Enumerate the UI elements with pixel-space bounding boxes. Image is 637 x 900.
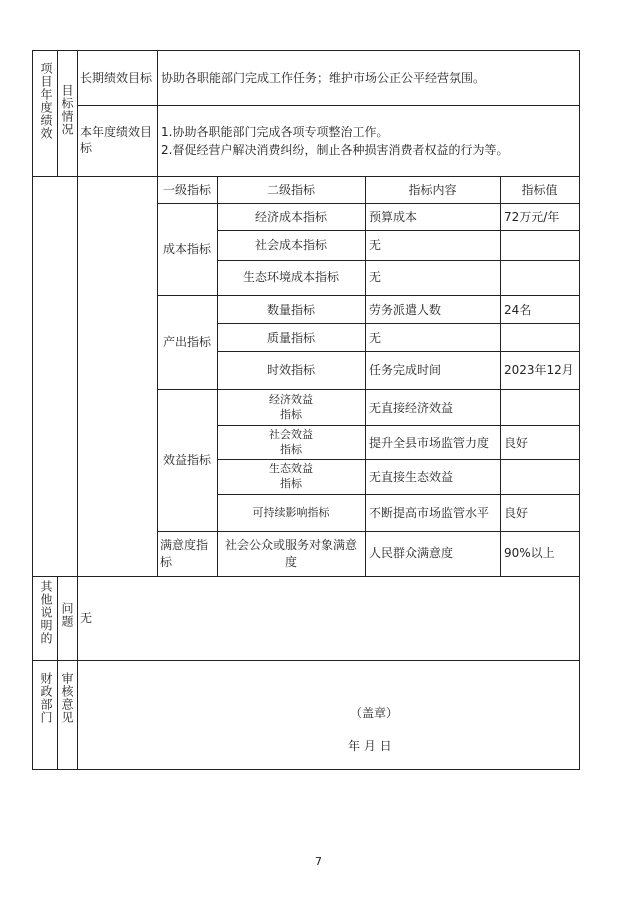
value-sustainable: 良好: [504, 506, 529, 520]
level2-eco-cost: 生态环境成本指标: [242, 270, 339, 284]
annual-item-2: 2.督促经营户解决消费纠纷，制止各种损害消费者权益的行为等。: [161, 143, 509, 157]
level2-econ-benefit-a: 经济效益: [269, 393, 313, 406]
value-satisfaction: 90%以上: [504, 546, 555, 560]
level1-benefit: 效益指标: [162, 453, 211, 467]
annual-item-1: 1.协助各职能部门完成各项专项整治工作。: [161, 125, 389, 139]
content-sustainable: 不断提高市场监管水平: [369, 506, 490, 520]
row-8: [217, 459, 580, 460]
long-term-text: 协助各职能部门完成工作任务；维护市场公正公平经营氛围。: [161, 71, 486, 85]
content-eco-cost: 无: [369, 270, 382, 284]
level2-eco-benefit-b: 指标: [280, 477, 302, 490]
row-indicator-end: [32, 576, 580, 577]
level2-quality: 质量指标: [266, 331, 315, 345]
value-quantity: 24名: [504, 303, 532, 317]
content-social-cost: 无: [369, 238, 382, 252]
header-level2: 二级指标: [266, 183, 315, 197]
value-econ-cost: 72万元/年: [504, 210, 560, 224]
level2-eco-benefit-a: 生态效益: [269, 462, 313, 475]
goal-section-sublabel: 目标情况: [60, 84, 74, 136]
value-social-benefit: 良好: [504, 436, 529, 450]
row-3: [157, 295, 580, 296]
level2-social-cost: 社会成本指标: [254, 238, 327, 252]
row-goal-end: [32, 176, 580, 177]
border-left: [32, 50, 33, 769]
divider-col1: [157, 176, 158, 576]
level1-satisfaction-b: 标: [160, 555, 173, 569]
finance-section-label: 财政部门: [39, 672, 53, 724]
long-term-label: 长期绩效目标: [80, 71, 153, 85]
finance-section-sublabel: 审核意见: [60, 672, 74, 724]
row-4: [217, 323, 580, 324]
level1-satisfaction-a: 满意度指: [160, 538, 209, 552]
divider-goal: [157, 50, 158, 176]
level2-econ-benefit-b: 指标: [280, 408, 302, 421]
level2-satisfaction-a: 社会公众或服务对象满意: [224, 538, 357, 552]
divider-label-lower: [57, 576, 58, 769]
row-1: [217, 230, 580, 231]
row-9: [217, 494, 580, 495]
content-social-benefit: 提升全县市场监管力度: [369, 436, 490, 450]
level2-social-benefit-b: 指标: [280, 443, 302, 456]
border-top: [32, 50, 580, 51]
header-content: 指标内容: [408, 183, 457, 197]
content-quality: 无: [369, 331, 382, 345]
header-level1: 一级指标: [162, 183, 211, 197]
level2-social-benefit-a: 社会效益: [269, 428, 313, 441]
divider-label: [57, 50, 58, 176]
level2-quantity: 数量指标: [266, 303, 315, 317]
border-bottom: [32, 769, 580, 770]
level1-cost: 成本指标: [162, 242, 211, 256]
header-value: 指标值: [521, 183, 558, 197]
border-right: [579, 50, 580, 769]
other-section-label: 其他说明的: [39, 580, 53, 645]
row-other-end: [32, 660, 580, 661]
row-6: [157, 389, 580, 390]
row-5: [217, 351, 580, 352]
value-timeliness: 2023年12月: [504, 363, 574, 377]
divider-col3: [365, 176, 366, 576]
row-10: [157, 531, 580, 532]
goal-section-label: 项目年度绩效: [39, 62, 53, 140]
other-section-text: 无: [80, 611, 93, 625]
row-2: [217, 260, 580, 261]
level2-econ-cost: 经济成本指标: [254, 210, 327, 224]
content-quantity: 劳务派遣人数: [369, 303, 442, 317]
date-text: 年 月 日: [348, 739, 392, 753]
page-number: 7: [315, 855, 322, 868]
content-econ-cost: 预算成本: [369, 210, 418, 224]
content-timeliness: 任务完成时间: [369, 363, 442, 377]
seal-text: （盖章）: [350, 706, 399, 720]
content-eco-benefit: 无直接生态效益: [369, 470, 454, 484]
row-header-end: [157, 203, 580, 204]
level2-satisfaction-b: 度: [284, 555, 297, 569]
content-econ-benefit: 无直接经济效益: [369, 401, 454, 415]
level2-timeliness: 时效指标: [266, 363, 315, 377]
divider-col4: [500, 176, 501, 576]
row-7: [217, 425, 580, 426]
level1-output: 产出指标: [162, 335, 211, 349]
row-goal-split: [77, 105, 580, 106]
divider-sublabel: [77, 50, 78, 769]
annual-label: 本年度绩效目标: [80, 125, 153, 155]
level2-sustainable: 可持续影响指标: [252, 506, 330, 519]
other-section-sublabel: 问题: [60, 602, 74, 628]
content-satisfaction: 人民群众满意度: [369, 546, 454, 560]
